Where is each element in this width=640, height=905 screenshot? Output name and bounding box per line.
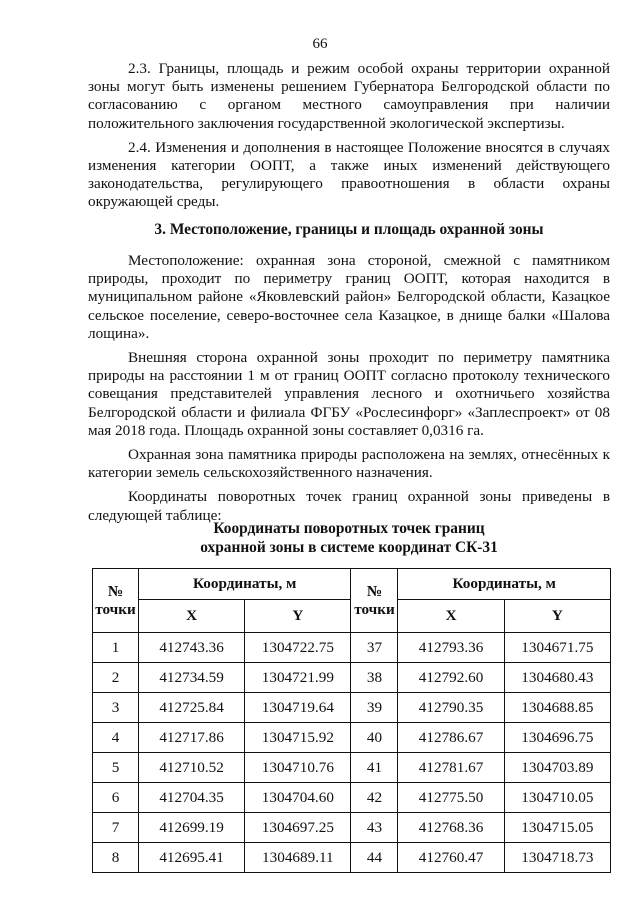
- table-title: [88, 519, 610, 557]
- table-cell-x1: 412725.84: [138, 693, 244, 723]
- paragraph-table-intro: Координаты поворотных точек границ охранной зоны приведены в следующей таблице:: [88, 488, 610, 524]
- table-row: [93, 663, 611, 693]
- table-cell-n1: 1: [93, 633, 139, 663]
- header-coordinates-left: Координаты, м: [138, 569, 351, 600]
- table-cell-x2: 412775.50: [398, 783, 504, 813]
- table-cell-x1: 412743.36: [138, 633, 244, 663]
- table-cell-y1: 1304704.60: [245, 783, 351, 813]
- body-text-top: [88, 60, 610, 212]
- table-cell-n1: 5: [93, 753, 139, 783]
- table-cell-y1: 1304715.92: [245, 723, 351, 753]
- table-cell-x2: 412760.47: [398, 843, 504, 873]
- table-title-line-1: Координаты поворотных точек границ: [213, 520, 485, 537]
- paragraph-outer-boundary: Внешняя сторона охранной зоны проходит по периметру памятника природы на расстоянии 1 м от границ ООПТ согласно протоколу технического совещания представителей управления лесного и охотничьего хозяйства Белгородской области и филиала ФГБУ «Рослесинфорг» «Заплеспроект» от 08 мая 2018 года. Площадь охранной зоны составляет 0,0316 га.: [88, 349, 610, 439]
- table-cell-y2: 1304715.05: [504, 813, 610, 843]
- table-cell-y1: 1304721.99: [245, 663, 351, 693]
- table-cell-x2: 412768.36: [398, 813, 504, 843]
- coordinates-table: [92, 568, 611, 873]
- table-cell-x1: 412717.86: [138, 723, 244, 753]
- header-coordinates-right: Координаты, м: [398, 569, 611, 600]
- table-cell-x1: 412695.41: [138, 843, 244, 873]
- table-row: [93, 753, 611, 783]
- table-cell-y2: 1304671.75: [504, 633, 610, 663]
- header-y-left: Y: [245, 600, 351, 633]
- paragraph-land-category: Охранная зона памятника природы расположена на землях, отнесённых к категории земель сельскохозяйственного назначения.: [88, 446, 610, 482]
- table-cell-n2: 43: [351, 813, 398, 843]
- table-cell-x2: 412786.67: [398, 723, 504, 753]
- table-cell-y2: 1304703.89: [504, 753, 610, 783]
- table-cell-n2: 37: [351, 633, 398, 663]
- paragraph-location: Местоположение: охранная зона стороной, смежной с памятником природы, проходит по периметру границ ООПТ, которая находится в муниципальном районе «Яковлевский район» Белгородской области, Казацкое сельское поселение, северо-восточнее села Казацкое, в днище балки «Шалова лощина».: [88, 252, 610, 342]
- table-row: [93, 723, 611, 753]
- paragraph-2-3: 2.3. Границы, площадь и режим особой охраны территории охранной зоны могут быть изменены решением Губернатора Белгородской области по согласованию с органом местного самоуправления при наличии положительного заключения государственной экологической экспертизы.: [88, 60, 610, 132]
- table-cell-y2: 1304680.43: [504, 663, 610, 693]
- table-cell-n1: 7: [93, 813, 139, 843]
- table-cell-n1: 2: [93, 663, 139, 693]
- table-cell-y1: 1304719.64: [245, 693, 351, 723]
- header-point-number-right: № точки: [351, 569, 398, 633]
- table-row: [93, 783, 611, 813]
- table-cell-x1: 412699.19: [138, 813, 244, 843]
- table-cell-n2: 44: [351, 843, 398, 873]
- table-cell-y2: 1304696.75: [504, 723, 610, 753]
- header-y-right: Y: [504, 600, 610, 633]
- table-cell-n2: 39: [351, 693, 398, 723]
- table-cell-n2: 42: [351, 783, 398, 813]
- table-cell-n1: 3: [93, 693, 139, 723]
- section-title: 3. Местоположение, границы и площадь охранной зоны: [154, 221, 544, 238]
- table-row: [93, 693, 611, 723]
- table-cell-x2: 412790.35: [398, 693, 504, 723]
- table-cell-n1: 4: [93, 723, 139, 753]
- table-cell-n1: 8: [93, 843, 139, 873]
- table-cell-y2: 1304688.85: [504, 693, 610, 723]
- table-cell-y1: 1304689.11: [245, 843, 351, 873]
- table-row: [93, 843, 611, 873]
- table-cell-x1: 412734.59: [138, 663, 244, 693]
- table-cell-x2: 412781.67: [398, 753, 504, 783]
- table-cell-n2: 40: [351, 723, 398, 753]
- table-cell-y2: 1304718.73: [504, 843, 610, 873]
- table-cell-y1: 1304710.76: [245, 753, 351, 783]
- table-cell-y1: 1304722.75: [245, 633, 351, 663]
- table-cell-n1: 6: [93, 783, 139, 813]
- body-text-section: [88, 252, 610, 525]
- header-x-left: X: [138, 600, 244, 633]
- table-cell-y1: 1304697.25: [245, 813, 351, 843]
- table-cell-n2: 38: [351, 663, 398, 693]
- header-point-number-left: № точки: [93, 569, 139, 633]
- table-row: [93, 813, 611, 843]
- table-cell-x1: 412710.52: [138, 753, 244, 783]
- table-cell-x1: 412704.35: [138, 783, 244, 813]
- coordinates-table-body: [93, 633, 611, 873]
- table-row: [93, 633, 611, 663]
- table-cell-x2: 412792.60: [398, 663, 504, 693]
- paragraph-2-4: 2.4. Изменения и дополнения в настоящее Положение вносятся в случаях изменения категории ООПТ, а также иных изменений действующего законодательства, регулирующего правоотношения в области охраны окружающей среды.: [88, 138, 610, 211]
- table-cell-n2: 41: [351, 753, 398, 783]
- header-x-right: X: [398, 600, 504, 633]
- table-title-line-2: охранной зоны в системе координат СК-31: [200, 539, 498, 556]
- page-number: 66: [312, 36, 328, 52]
- table-cell-y2: 1304710.05: [504, 783, 610, 813]
- table-cell-x2: 412793.36: [398, 633, 504, 663]
